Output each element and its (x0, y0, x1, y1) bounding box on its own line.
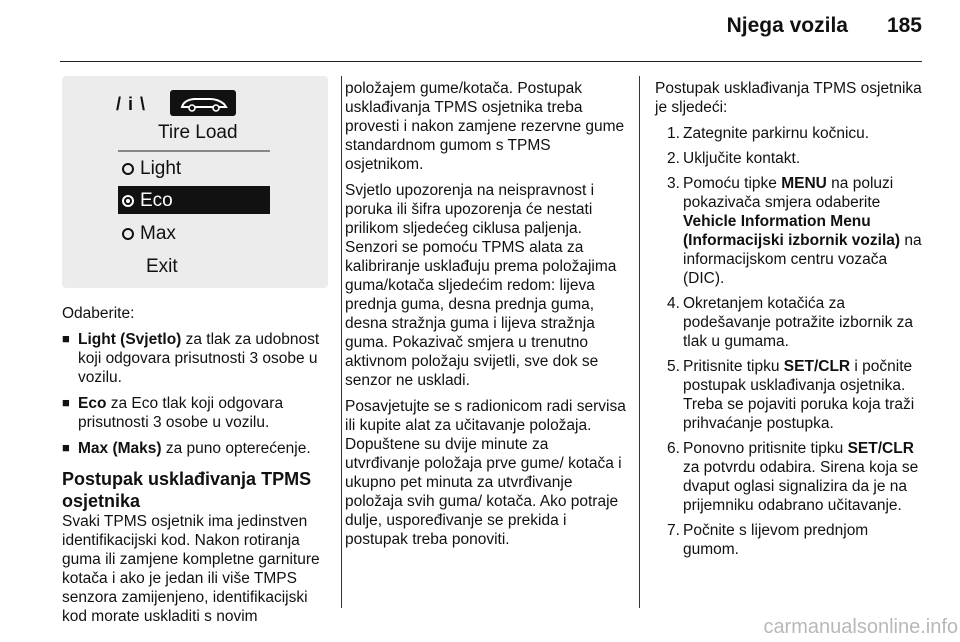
column-divider-1 (341, 76, 342, 608)
list-item (62, 394, 330, 432)
paragraph: Svaki TPMS osjetnik ima jedinstven identifikacijski kod. Nakon rotiranja guma ili zamjene kompletne garniture kotača i ako je jedan ili više TMPS senzora zamijenjeno, identifikacijski kod morate uskladiti s novim (62, 513, 320, 625)
option-max (122, 223, 176, 245)
step-number: 5. (667, 358, 680, 375)
step-text: Okretanjem kotačića za podešavanje potražite izbornik za tlak u gumama. (683, 295, 914, 350)
header-divider (60, 61, 922, 62)
step-text: na poluzi pokazivača smjera odaberite (683, 175, 894, 211)
step-text: Zategnite parkirnu kočnicu. (683, 125, 870, 142)
option-max-label: Max (140, 223, 176, 244)
step-item (655, 174, 923, 288)
step-item (655, 124, 923, 143)
list-item (62, 330, 330, 387)
steps-list (655, 124, 923, 559)
column-2 (345, 79, 627, 556)
step-text: Počnite s lijevom prednjom gumom. (683, 522, 869, 558)
radio-empty-icon (122, 163, 134, 175)
list-item (62, 439, 330, 458)
step-number: 3. (667, 175, 680, 192)
radio-selected-icon (122, 195, 134, 207)
step-text: Ponovno pritisnite tipku (683, 440, 848, 457)
column-divider-2 (639, 76, 640, 608)
radio-empty-icon (122, 228, 134, 240)
term: Light (Svjetlo) (78, 331, 182, 348)
section-heading: Postupak usklađivanja TPMS osjetnika (62, 469, 312, 511)
column-3 (655, 79, 923, 565)
term: Eco (78, 395, 107, 412)
watermark: carmanualsonline.info (763, 616, 958, 638)
display-divider (118, 150, 270, 152)
definition: za Eco tlak koji odgovara prisutnosti 3 osobe u vozilu. (78, 395, 284, 431)
option-eco-label: Eco (140, 190, 173, 211)
button-term: SET/CLR (783, 358, 851, 375)
menu-term: Vehicle Information Menu (Informacijski izbornik vozila) (683, 213, 901, 249)
step-text: i počnite postupak usklađivanja osjetnika. Treba se pojaviti poruka koja traži prihvaćanje postupka. (683, 358, 915, 432)
step-number: 7. (667, 522, 680, 539)
step-number: 4. (667, 295, 680, 312)
step-item (655, 521, 923, 559)
step-item (655, 294, 923, 351)
button-term: MENU (781, 175, 827, 192)
step-text: Pritisnite tipku (683, 358, 784, 375)
bullet-icon: ■ (62, 395, 70, 410)
definition: za puno opterećenje. (161, 440, 311, 457)
step-item (655, 149, 923, 168)
car-icon (170, 90, 236, 116)
intro-text: Odaberite: (62, 305, 135, 322)
paragraph: položajem gume/kotača. Postupak usklađivanja TPMS osjetnika treba provesti i nakon zamjene rezervne gume standardnom gumom s TPMS osjetnikom. (345, 80, 625, 173)
option-exit: Exit (146, 256, 178, 277)
definition: za tlak za udobnost koji odgovara prisutnosti 3 osobe u vozilu. (78, 331, 320, 386)
step-number: 6. (667, 440, 680, 457)
option-light-label: Light (140, 158, 182, 179)
step-number: 2. (667, 150, 680, 167)
bullet-icon: ■ (62, 331, 70, 346)
step-text: na informacijskom centru vozača (DIC). (683, 232, 922, 287)
paragraph: Posavjetujte se s radionicom radi servisa ili kupite alat za učitavanje položaja. Dopuštene su dvije minute za utvrđivanje položaja prve gume/ kotača i ukupno pet minuta za utvrđivanje položaja svih guma/ kotača. Ako potraje dulje, uspoređivanje se prekida i postupak treba ponoviti. (345, 398, 626, 548)
step-item (655, 439, 923, 515)
option-light (122, 158, 181, 180)
display-tab-icons: / i \ (116, 94, 147, 114)
page-number: 185 (886, 14, 922, 37)
step-text: Pomoću tipke (683, 175, 782, 192)
intro-text: Postupak usklađivanja TPMS osjetnika je sljedeći: (655, 80, 922, 116)
step-number: 1. (667, 125, 680, 142)
step-text: za potvrdu odabira. Sirena koja se dvaput oglasi signalizira da je na prijemniku odabrano učitavanje. (683, 459, 919, 514)
button-term: SET/CLR (847, 440, 914, 457)
display-heading: Tire Load (158, 122, 238, 143)
step-item (655, 357, 923, 433)
step-text: Uključite kontakt. (683, 150, 801, 167)
bullet-icon: ■ (62, 440, 70, 455)
option-eco (122, 190, 173, 212)
term: Max (Maks) (78, 440, 162, 457)
page-title: Njega vozila (726, 14, 848, 37)
column-1 (62, 304, 330, 633)
paragraph: Svjetlo upozorenja na neispravnost i poruka ili šifra upozorenja će nestati prilikom sljedećeg ciklusa paljenja. Senzori se pomoću TPMS alata za kalibriranje usklađuju prema položajima guma/kotača sljedećim redom: lijeva prednja guma, desna prednja guma, desna stražnja guma i lijeva stražnja guma. Pokazivač smjera u trenutno aktivnom položaju svijetli, sve dok se senzor ne uskladi. (345, 182, 617, 389)
